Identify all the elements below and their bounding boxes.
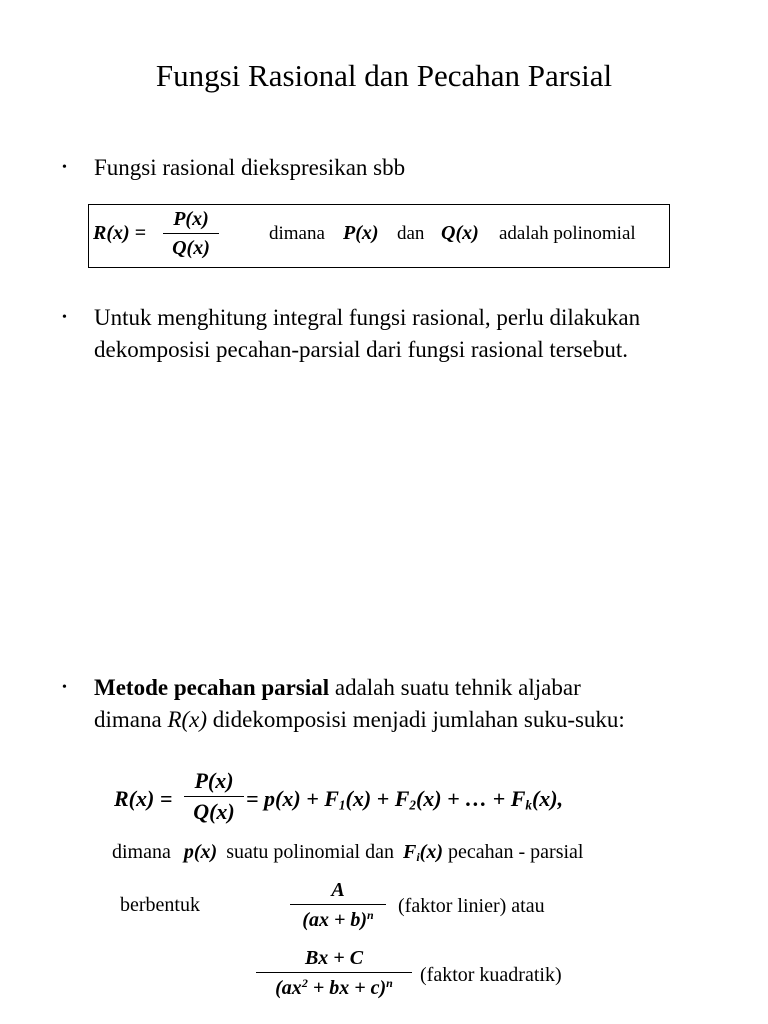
bullet-dot: • [62,160,67,175]
eq1-rhs-d: (x), [531,786,564,811]
bullet-3-bold: Metode pecahan parsial [94,675,330,700]
formula-box [88,204,670,268]
bullet-dot: • [62,310,67,325]
box-fraction [163,209,219,258]
berbentuk-label: berbentuk [120,894,200,916]
dimana-word: dimana [112,841,171,863]
eq1-rhs-b: (x) + F [345,786,410,811]
dimana-fi: F [402,841,417,863]
eq1-rhs-a: = p(x) + F [246,786,339,811]
bullet-text-2 [94,302,640,366]
box-denominator: Q(x) [172,237,210,259]
box-lhs: R(x) = [93,222,147,244]
linear-note: (faktor linier) atau [398,895,545,917]
eq1-fraction [184,770,244,823]
linear-denominator: (ax + b) [302,909,368,932]
quadratic-factor-fraction [256,948,412,998]
quadratic-den-a: (ax [275,977,302,1000]
bullet-3-rest: adalah suatu tehnik aljabar [329,675,581,700]
bullet-text-3 [94,672,625,736]
dimana-px: p(x) [183,841,218,863]
dimana-desc: suatu polinomial dan [226,841,394,863]
fraction-bar [256,972,412,973]
box-word-dan: dan [397,223,425,244]
dimana-fi-sub: i [416,850,420,864]
eq1-numerator: P(x) [194,768,234,793]
eq1-subk: k [525,797,532,813]
quadratic-exponent: n [386,976,393,990]
quadratic-den-b: + bx + c) [307,977,387,1000]
eq1-denominator: Q(x) [193,799,235,824]
fraction-bar [163,233,219,234]
dimana-tail: pecahan - parsial [447,841,584,863]
eq1-rhs-c: (x) + … + F [415,786,526,811]
dimana-fi-x: (x) [419,841,443,863]
page-title: Fungsi Rasional dan Pecahan Parsial [155,58,613,93]
quadratic-note: (faktor kuadratik) [420,964,562,986]
box-numerator: P(x) [173,208,209,230]
fraction-bar [184,796,244,797]
box-tail: adalah polinomial [499,223,636,244]
linear-numerator: A [331,879,345,901]
bullet-dot: • [62,680,67,695]
eq1-sub1: 1 [338,797,346,813]
bullet-3-line2-pre: dimana [94,707,168,732]
eq1-rhs [246,786,563,813]
dimana-line [112,841,583,865]
box-qx: Q(x) [441,222,479,244]
eq1-lhs: R(x) = [114,786,173,811]
bullet-2-line-1: Untuk menghitung integral fungsi rasional, perlu dilakukan [94,305,641,330]
bullet-text-1: Fungsi rasional diekspresikan sbb [94,155,406,180]
bullet-3-line2-post: didekomposisi menjadi jumlahan suku-suku: [207,707,625,732]
quadratic-den-square: 2 [301,976,308,990]
linear-exponent: n [367,908,374,922]
bullet-2-line-2: dekomposisi pecahan-parsial dari fungsi rasional tersebut. [94,337,628,362]
box-px: P(x) [343,222,379,244]
eq1-sub2: 2 [409,797,416,813]
quadratic-numerator: Bx + C [304,947,364,969]
box-word-dimana: dimana [269,223,325,244]
linear-factor-fraction [290,880,386,930]
bullet-3-line2-italic: R(x) [167,707,208,732]
fraction-bar [290,904,386,905]
